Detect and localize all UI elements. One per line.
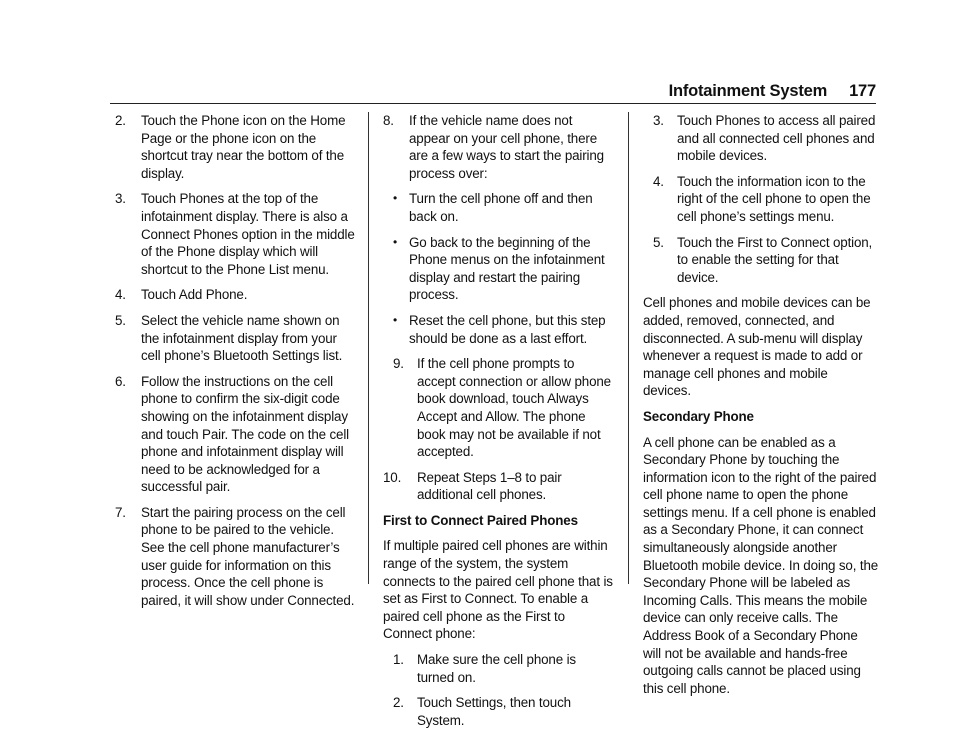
- page-number: 177: [849, 82, 876, 100]
- step-number: 9.: [393, 356, 404, 372]
- paragraph: A cell phone can be enabled as a Secondary Phone by touching the information icon to the right of the paired cell phone name to open the phone settings menu. If a cell phone is enabled as a Secondary Phone, it can connect simultaneously alongside another Bluetooth mobile device. In doing so, the Secondary Phone will be labeled as Incoming Calls. This means the mobile device can only receive calls. The Address Book of a Secondary Phone will not be available and hands-free outgoing calls cannot be placed using this cell phone.: [643, 434, 879, 696]
- step-number: 5.: [115, 312, 126, 328]
- step-3: [115, 190, 355, 278]
- step-5: [115, 312, 355, 365]
- substep-1: [383, 651, 615, 686]
- column-divider-1: [368, 112, 369, 584]
- column-1: [115, 112, 355, 617]
- bullet-icon: •: [393, 191, 398, 206]
- bullet-text: Go back to the beginning of the Phone menus on the infotainment display and restart the pairing process.: [409, 234, 605, 303]
- step-4: [115, 286, 355, 304]
- step-number: 4.: [115, 287, 126, 303]
- paragraph: If multiple paired cell phones are within range of the system, the system connects to the paired cell phone that is set as First to Connect. To enable a paired cell phone as the First to Connect phone:: [383, 538, 613, 642]
- paragraph: Cell phones and mobile devices can be added, removed, connected, and disconnected. A sub-menu will display whenever a request is made to add or manage cell phones and mobile devices.: [643, 295, 871, 399]
- step-text: Follow the instructions on the cell phone to confirm the six-digit code showing on the infotainment display and touch Pair. The code on the cell phone and infotainment display will need to be acknowledged for a successful pair.: [141, 373, 350, 495]
- step-text: Touch the information icon to the right of the cell phone to open the cell phone’s settings menu.: [677, 173, 871, 224]
- substep-4: [643, 173, 879, 226]
- step-text: If the vehicle name does not appear on your cell phone, there are a few ways to start the pairing process over:: [409, 113, 604, 181]
- step-text: Touch the First to Connect option, to enable the setting for that device.: [677, 234, 873, 285]
- header-rule: [110, 103, 876, 104]
- step-text: Touch Add Phone.: [141, 287, 248, 303]
- column-2: [383, 112, 615, 737]
- column-divider-2: [628, 112, 629, 584]
- bullet-text: Reset the cell phone, but this step should be done as a last effort.: [409, 312, 606, 346]
- column-3: [643, 112, 879, 705]
- step-text: Touch Phones at the top of the infotainment display. There is also a Connect Phones option in the middle of the Phone display which will shortcut to the Phone List menu.: [141, 191, 355, 277]
- substep-2: [383, 694, 615, 729]
- step-number: 2.: [115, 113, 126, 128]
- step-text: Select the vehicle name shown on the infotainment display from your cell phone’s Bluetooth Settings list.: [141, 312, 343, 364]
- step-text: Touch the Phone icon on the Home Page or the phone icon on the shortcut tray near the bottom of the display.: [141, 113, 346, 181]
- step-number: 8.: [383, 113, 394, 128]
- step-6: [115, 373, 355, 496]
- step-10: [383, 469, 615, 504]
- step-text: If the cell phone prompts to accept connection or allow phone book download, touch Always Accept and Allow. The phone book may not be available if not accepted.: [417, 356, 611, 460]
- bullet-icon: •: [393, 312, 398, 327]
- step-number: 4.: [653, 173, 664, 189]
- step-number: 3.: [115, 191, 126, 207]
- step-text: Make sure the cell phone is turned on.: [417, 652, 576, 685]
- step-8: [383, 112, 615, 182]
- step-9: [383, 355, 615, 461]
- bullet-icon: •: [393, 234, 398, 249]
- bullet-item: [383, 312, 615, 347]
- bullet-item: [383, 190, 615, 225]
- substep-5: [643, 234, 879, 287]
- step-number: 3.: [653, 113, 664, 128]
- step-7: [115, 504, 355, 610]
- step-text: Start the pairing process on the cell phone to be paired to the vehicle. See the cell phone manufacturer’s user guide for information on this process. Once the cell phone is paired, it will show under Connected.: [141, 504, 355, 608]
- step-number: 1.: [393, 652, 404, 668]
- section-title: Infotainment System: [668, 82, 828, 100]
- step-number: 2.: [393, 695, 404, 711]
- step-text: Touch Settings, then touch System.: [417, 695, 571, 728]
- section-heading: First to Connect Paired Phones: [383, 512, 578, 528]
- bullet-item: [383, 234, 615, 304]
- step-2: [115, 112, 355, 182]
- step-number: 10.: [383, 469, 402, 485]
- step-number: 6.: [115, 373, 126, 389]
- step-number: 7.: [115, 504, 126, 520]
- step-text: Touch Phones to access all paired and all connected cell phones and mobile devices.: [677, 113, 876, 164]
- bullet-text: Turn the cell phone off and then back on.: [409, 191, 593, 224]
- step-number: 5.: [653, 234, 664, 250]
- section-heading: Secondary Phone: [643, 408, 754, 424]
- step-text: Repeat Steps 1–8 to pair additional cell phones.: [417, 469, 562, 503]
- substep-3: [643, 112, 879, 165]
